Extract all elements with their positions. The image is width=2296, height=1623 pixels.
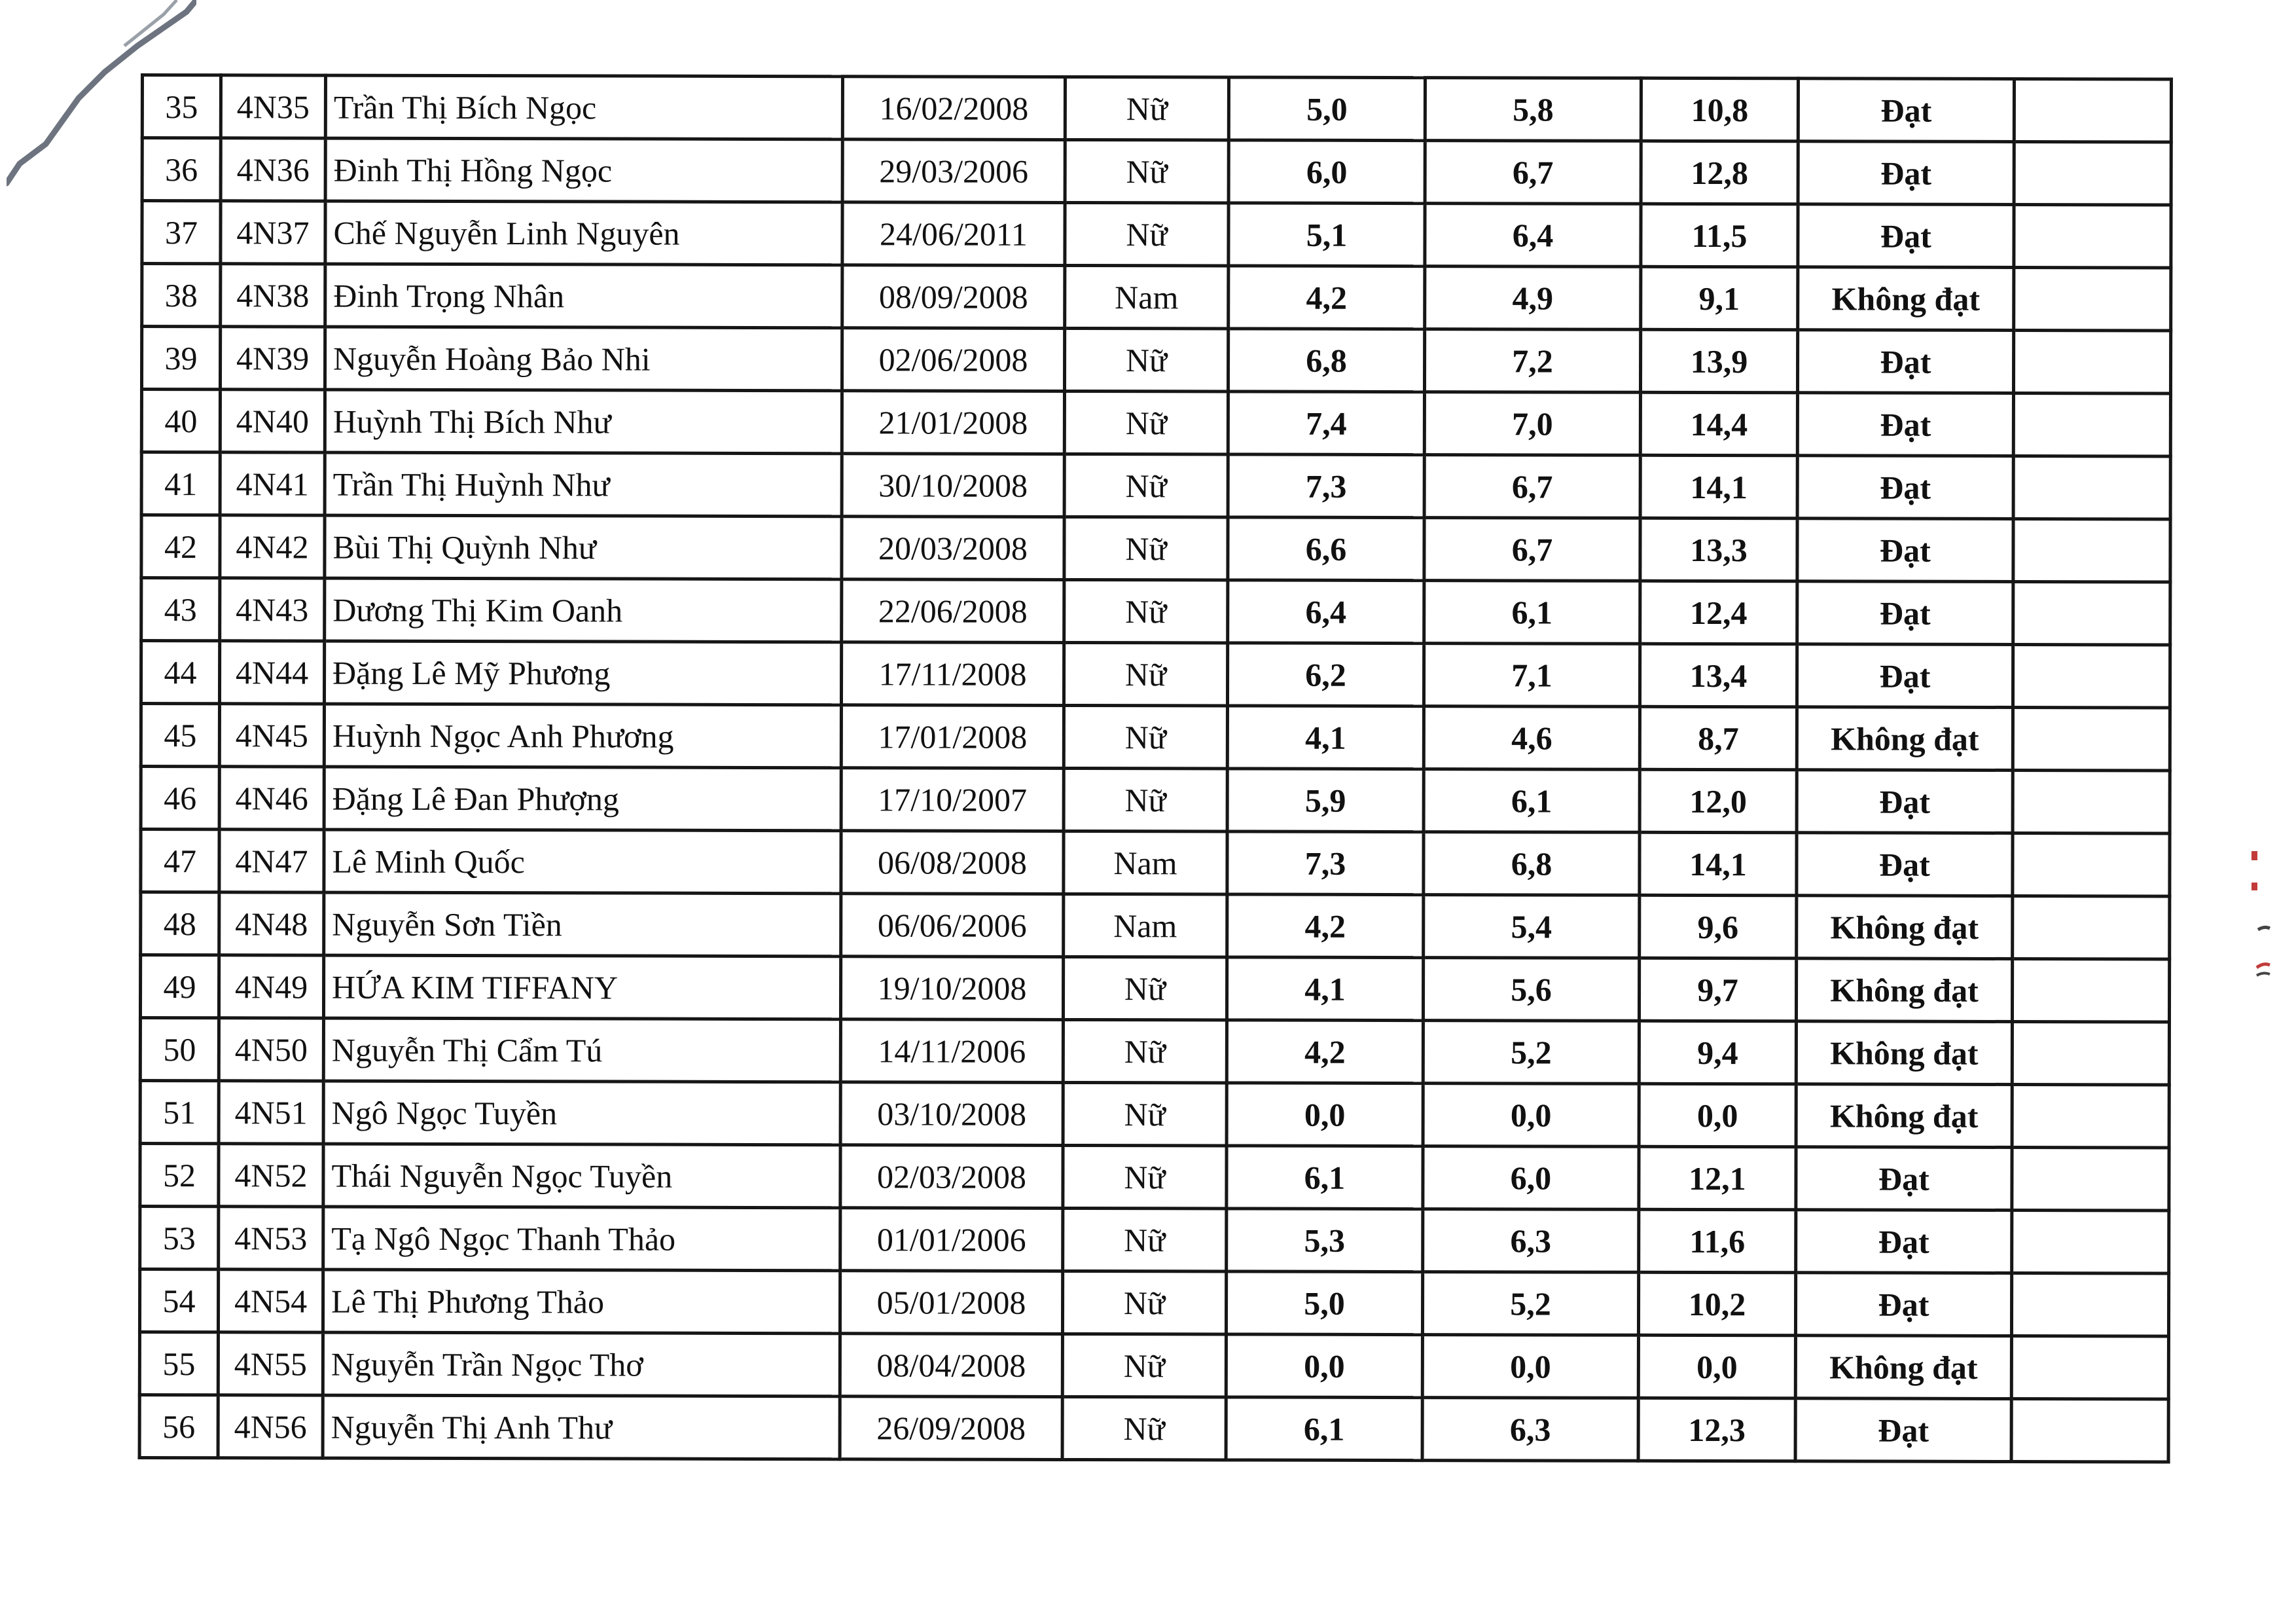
candidate-code-cell: 4N50: [219, 1018, 323, 1081]
total-score-cell: 8,7: [1640, 706, 1797, 770]
total-score-cell: 13,9: [1640, 329, 1797, 393]
gender-cell: Nữ: [1065, 139, 1229, 203]
candidate-code-cell: 4N41: [220, 452, 325, 515]
table-row: [140, 1144, 2169, 1211]
result-cell: Đạt: [1798, 141, 2014, 205]
result-cell: Đạt: [1795, 1398, 2011, 1462]
note-cell: [2013, 330, 2170, 393]
total-score-cell: 12,0: [1640, 769, 1797, 833]
stt-cell: 38: [142, 264, 221, 327]
note-cell: [2011, 1273, 2168, 1336]
stt-cell: 56: [139, 1395, 218, 1458]
birth-date-cell: 16/02/2008: [842, 77, 1065, 140]
birth-date-cell: 24/06/2011: [842, 202, 1065, 266]
note-cell: [2013, 896, 2170, 959]
score-1-cell: 6,1: [1226, 1397, 1422, 1461]
table-row: [141, 641, 2170, 708]
score-2-cell: 5,6: [1423, 958, 1639, 1021]
result-cell: Không đạt: [1796, 958, 2012, 1022]
stt-cell: 54: [139, 1269, 218, 1332]
score-2-cell: 6,4: [1425, 204, 1641, 267]
candidate-code-cell: 4N36: [221, 138, 325, 201]
candidate-name-cell: Ngô Ngọc Tuyền: [323, 1081, 840, 1145]
score-2-cell: 6,3: [1422, 1398, 1638, 1461]
total-score-cell: 12,1: [1639, 1146, 1796, 1210]
note-cell: [2014, 141, 2171, 205]
table-row: [139, 1269, 2168, 1336]
candidate-name-cell: Nguyễn Trần Ngọc Thơ: [323, 1332, 840, 1396]
table-row: [141, 515, 2170, 582]
total-score-cell: 0,0: [1639, 1084, 1796, 1147]
result-cell: Không đạt: [1797, 707, 2013, 771]
candidate-code-cell: 4N45: [219, 704, 324, 767]
birth-date-cell: 29/03/2006: [842, 139, 1065, 203]
candidate-code-cell: 4N44: [219, 641, 324, 704]
score-1-cell: 7,3: [1227, 831, 1424, 895]
gender-cell: Nữ: [1062, 1334, 1226, 1397]
candidate-name-cell: Lê Minh Quốc: [324, 830, 841, 894]
gender-cell: Nữ: [1064, 642, 1227, 706]
score-2-cell: 6,7: [1425, 141, 1641, 204]
note-cell: [2014, 204, 2171, 268]
table-row: [141, 767, 2170, 833]
total-score-cell: 14,1: [1640, 832, 1797, 896]
score-1-cell: 0,0: [1226, 1334, 1422, 1398]
score-1-cell: 4,2: [1227, 1020, 1423, 1084]
total-score-cell: 12,3: [1638, 1398, 1795, 1461]
candidate-name-cell: Trần Thị Bích Ngọc: [325, 75, 842, 139]
birth-date-cell: 06/08/2008: [841, 831, 1064, 894]
candidate-name-cell: Dương Thị Kim Oanh: [325, 578, 842, 642]
total-score-cell: 9,7: [1639, 958, 1796, 1021]
result-cell: Đạt: [1797, 770, 2013, 833]
birth-date-cell: 08/04/2008: [840, 1334, 1062, 1397]
candidate-name-cell: Đinh Trọng Nhân: [325, 264, 842, 328]
score-2-cell: 6,3: [1423, 1209, 1639, 1273]
candidate-name-cell: Đặng Lê Đan Phượng: [324, 767, 841, 831]
note-cell: [2012, 1084, 2169, 1148]
result-cell: Đạt: [1798, 204, 2014, 268]
candidate-code-cell: 4N37: [221, 201, 325, 264]
stt-cell: 37: [142, 201, 221, 264]
score-2-cell: 7,2: [1424, 329, 1640, 393]
candidate-code-cell: 4N48: [219, 892, 324, 955]
gender-cell: Nữ: [1064, 705, 1227, 769]
note-cell: [2013, 707, 2170, 771]
score-1-cell: 4,2: [1229, 266, 1425, 329]
score-1-cell: 7,4: [1228, 392, 1424, 455]
gender-cell: Nữ: [1065, 77, 1229, 140]
score-2-cell: 0,0: [1422, 1335, 1638, 1398]
candidate-code-cell: 4N43: [220, 578, 325, 641]
total-score-cell: 9,1: [1641, 266, 1798, 330]
gender-cell: Nữ: [1063, 1145, 1227, 1209]
note-cell: [2013, 833, 2170, 896]
birth-date-cell: 01/01/2006: [840, 1208, 1063, 1271]
score-1-cell: 6,8: [1228, 329, 1424, 392]
result-cell: Không đạt: [1796, 1021, 2012, 1085]
total-score-cell: 0,0: [1638, 1335, 1795, 1398]
gender-cell: Nữ: [1063, 957, 1227, 1020]
candidate-name-cell: Thái Nguyễn Ngọc Tuyền: [323, 1144, 840, 1208]
gender-cell: Nữ: [1062, 1396, 1226, 1460]
gender-cell: Nữ: [1062, 1271, 1226, 1334]
result-cell: Không đạt: [1796, 1084, 2012, 1148]
birth-date-cell: 17/11/2008: [841, 642, 1064, 706]
candidate-code-cell: 4N38: [221, 264, 325, 327]
result-cell: Đạt: [1797, 330, 2013, 393]
side-stamp-mark: [2245, 845, 2271, 989]
total-score-cell: 13,3: [1640, 518, 1797, 581]
score-2-cell: 6,1: [1424, 769, 1640, 833]
total-score-cell: 10,8: [1641, 78, 1798, 141]
score-2-cell: 7,1: [1424, 644, 1640, 707]
gender-cell: Nữ: [1064, 391, 1228, 454]
candidate-code-cell: 4N51: [219, 1081, 323, 1144]
gender-cell: Nữ: [1063, 1208, 1227, 1271]
table-row: [141, 704, 2170, 771]
stt-cell: 41: [141, 452, 220, 515]
total-score-cell: 14,1: [1640, 455, 1797, 519]
result-cell: Đạt: [1797, 519, 2013, 582]
candidate-code-cell: 4N42: [220, 515, 325, 578]
candidate-code-cell: 4N53: [219, 1207, 323, 1269]
score-1-cell: 5,9: [1227, 769, 1424, 832]
candidate-name-cell: Đinh Thị Hồng Ngọc: [325, 138, 842, 202]
score-1-cell: 4,2: [1227, 894, 1424, 958]
table-row: [139, 1395, 2168, 1462]
result-cell: Không đạt: [1797, 896, 2013, 959]
candidate-name-cell: Huỳnh Thị Bích Như: [325, 390, 842, 454]
note-cell: [2012, 1147, 2169, 1211]
score-1-cell: 6,6: [1228, 517, 1424, 581]
result-cell: Đạt: [1797, 581, 2013, 645]
stt-cell: 55: [139, 1332, 218, 1395]
candidate-name-cell: Chế Nguyễn Linh Nguyên: [325, 201, 842, 265]
stt-cell: 36: [142, 138, 221, 201]
score-1-cell: 6,4: [1228, 580, 1424, 644]
gender-cell: Nam: [1065, 265, 1229, 329]
candidate-name-cell: Nguyễn Thị Anh Thư: [323, 1395, 840, 1459]
score-1-cell: 5,0: [1226, 1271, 1422, 1335]
candidate-name-cell: Đặng Lê Mỹ Phương: [324, 641, 841, 705]
birth-date-cell: 03/10/2008: [840, 1082, 1063, 1146]
candidate-code-cell: 4N46: [219, 767, 324, 830]
candidate-code-cell: 4N40: [220, 390, 325, 452]
candidate-name-cell: Nguyễn Sơn Tiền: [324, 892, 841, 957]
candidate-code-cell: 4N52: [219, 1144, 323, 1207]
candidate-name-cell: Tạ Ngô Ngọc Thanh Thảo: [323, 1207, 840, 1271]
result-cell: Đạt: [1797, 644, 2013, 708]
candidate-code-cell: 4N54: [218, 1269, 323, 1332]
birth-date-cell: 26/09/2008: [840, 1396, 1062, 1460]
score-1-cell: 5,1: [1229, 203, 1425, 266]
birth-date-cell: 20/03/2008: [842, 517, 1064, 580]
table-row: [141, 390, 2170, 456]
score-2-cell: 5,4: [1424, 895, 1640, 958]
candidate-code-cell: 4N39: [220, 327, 325, 390]
score-1-cell: 6,1: [1227, 1146, 1423, 1209]
table-row: [141, 327, 2170, 393]
table-row: [142, 201, 2171, 268]
stt-cell: 46: [141, 767, 219, 830]
candidate-name-cell: Lê Thị Phương Thảo: [323, 1269, 840, 1334]
result-cell: Đạt: [1795, 1273, 2011, 1336]
note-cell: [2014, 267, 2171, 331]
candidate-name-cell: Trần Thị Huỳnh Như: [325, 452, 842, 517]
score-2-cell: 6,0: [1423, 1146, 1639, 1210]
candidate-name-cell: Huỳnh Ngọc Anh Phương: [324, 704, 841, 768]
birth-date-cell: 17/01/2008: [841, 705, 1064, 769]
score-1-cell: 4,1: [1227, 957, 1423, 1021]
result-cell: Đạt: [1798, 79, 2014, 142]
birth-date-cell: 21/01/2008: [842, 391, 1064, 454]
total-score-cell: 12,8: [1641, 141, 1798, 204]
total-score-cell: 9,4: [1639, 1021, 1796, 1084]
score-1-cell: 7,3: [1228, 454, 1424, 518]
gender-cell: Nữ: [1064, 454, 1228, 517]
candidate-name-cell: Nguyễn Hoàng Bảo Nhi: [325, 327, 842, 391]
gender-cell: Nữ: [1063, 1019, 1227, 1083]
score-2-cell: 4,6: [1424, 706, 1640, 770]
stt-cell: 51: [140, 1081, 219, 1144]
total-score-cell: 9,6: [1640, 895, 1797, 958]
note-cell: [2011, 1398, 2168, 1462]
score-1-cell: 0,0: [1227, 1083, 1423, 1146]
result-cell: Không đạt: [1798, 267, 2014, 331]
candidate-name-cell: Bùi Thị Quỳnh Như: [325, 515, 842, 579]
candidate-code-cell: 4N49: [219, 955, 323, 1018]
birth-date-cell: 14/11/2006: [840, 1019, 1063, 1083]
total-score-cell: 14,4: [1640, 392, 1797, 456]
score-2-cell: 5,2: [1423, 1021, 1639, 1084]
table-row: [141, 452, 2170, 519]
total-score-cell: 10,2: [1638, 1272, 1795, 1336]
score-2-cell: 0,0: [1423, 1084, 1639, 1147]
note-cell: [2012, 1210, 2169, 1273]
gender-cell: Nữ: [1064, 579, 1228, 643]
birth-date-cell: 05/01/2008: [840, 1271, 1062, 1334]
candidate-name-cell: Nguyễn Thị Cẩm Tú: [323, 1018, 840, 1082]
stt-cell: 52: [140, 1144, 219, 1207]
score-2-cell: 7,0: [1424, 392, 1640, 456]
total-score-cell: 11,6: [1639, 1209, 1796, 1273]
total-score-cell: 12,4: [1640, 581, 1797, 644]
stt-cell: 39: [141, 327, 220, 390]
table-row: [141, 830, 2170, 896]
result-cell: Không đạt: [1795, 1336, 2011, 1399]
stt-cell: 35: [142, 75, 221, 138]
birth-date-cell: 17/10/2007: [841, 768, 1064, 831]
note-cell: [2013, 393, 2170, 456]
table-row: [142, 138, 2171, 205]
stt-cell: 47: [141, 830, 219, 892]
score-2-cell: 5,2: [1422, 1272, 1638, 1336]
total-score-cell: 13,4: [1640, 644, 1797, 707]
results-table-body: [139, 75, 2171, 1462]
gender-cell: Nam: [1064, 831, 1227, 894]
stt-cell: 42: [141, 515, 220, 578]
birth-date-cell: 06/06/2006: [841, 894, 1064, 957]
candidate-code-cell: 4N47: [219, 830, 324, 892]
birth-date-cell: 30/10/2008: [842, 454, 1064, 517]
table-row: [140, 1081, 2169, 1148]
note-cell: [2013, 581, 2170, 645]
birth-date-cell: 02/03/2008: [840, 1145, 1063, 1209]
result-cell: Đạt: [1797, 833, 2013, 896]
birth-date-cell: 19/10/2008: [840, 957, 1063, 1020]
note-cell: [2013, 770, 2170, 833]
candidate-name-cell: HỨA KIM TIFFANY: [323, 955, 840, 1019]
note-cell: [2013, 456, 2170, 519]
result-cell: Đạt: [1797, 393, 2013, 456]
birth-date-cell: 08/09/2008: [842, 265, 1065, 329]
results-table: [138, 73, 2173, 1463]
score-2-cell: 6,1: [1424, 581, 1640, 644]
result-cell: Đạt: [1796, 1147, 2012, 1211]
score-1-cell: 6,2: [1227, 643, 1424, 706]
stt-cell: 44: [141, 641, 219, 704]
note-cell: [2013, 519, 2170, 582]
total-score-cell: 11,5: [1641, 204, 1798, 267]
gender-cell: Nữ: [1063, 1082, 1227, 1146]
note-cell: [2012, 958, 2169, 1022]
stt-cell: 40: [141, 390, 220, 452]
score-1-cell: 4,1: [1227, 706, 1424, 769]
candidate-code-cell: 4N35: [221, 75, 325, 138]
table-row: [139, 1332, 2168, 1399]
table-row: [140, 955, 2169, 1022]
table-row: [141, 578, 2170, 645]
score-1-cell: 6,0: [1229, 140, 1425, 204]
note-cell: [2013, 644, 2170, 708]
gender-cell: Nữ: [1064, 768, 1227, 831]
candidate-code-cell: 4N55: [218, 1332, 323, 1395]
result-cell: Đạt: [1797, 456, 2013, 519]
score-1-cell: 5,0: [1229, 77, 1425, 141]
gender-cell: Nữ: [1064, 328, 1228, 392]
note-cell: [2011, 1336, 2168, 1399]
table-row: [140, 1207, 2169, 1273]
stt-cell: 49: [140, 955, 219, 1018]
score-2-cell: 6,8: [1424, 832, 1640, 896]
stt-cell: 45: [141, 704, 219, 767]
gender-cell: Nữ: [1064, 517, 1228, 580]
stt-cell: 53: [140, 1207, 219, 1269]
score-2-cell: 6,7: [1424, 455, 1640, 519]
score-2-cell: 5,8: [1425, 78, 1641, 141]
table-row: [142, 264, 2171, 331]
note-cell: [2012, 1021, 2169, 1085]
table-row: [140, 1018, 2169, 1085]
table-row: [142, 75, 2171, 142]
score-2-cell: 4,9: [1425, 266, 1641, 330]
gender-cell: Nam: [1064, 894, 1227, 957]
stt-cell: 50: [140, 1018, 219, 1081]
birth-date-cell: 22/06/2008: [842, 579, 1064, 643]
score-1-cell: 5,3: [1227, 1209, 1423, 1272]
score-2-cell: 6,7: [1424, 518, 1640, 581]
candidate-code-cell: 4N56: [218, 1395, 323, 1458]
table-row: [141, 892, 2170, 959]
stt-cell: 48: [141, 892, 219, 955]
result-cell: Đạt: [1796, 1210, 2012, 1273]
note-cell: [2014, 79, 2171, 142]
stt-cell: 43: [141, 578, 220, 641]
birth-date-cell: 02/06/2008: [842, 328, 1064, 392]
gender-cell: Nữ: [1065, 202, 1229, 266]
